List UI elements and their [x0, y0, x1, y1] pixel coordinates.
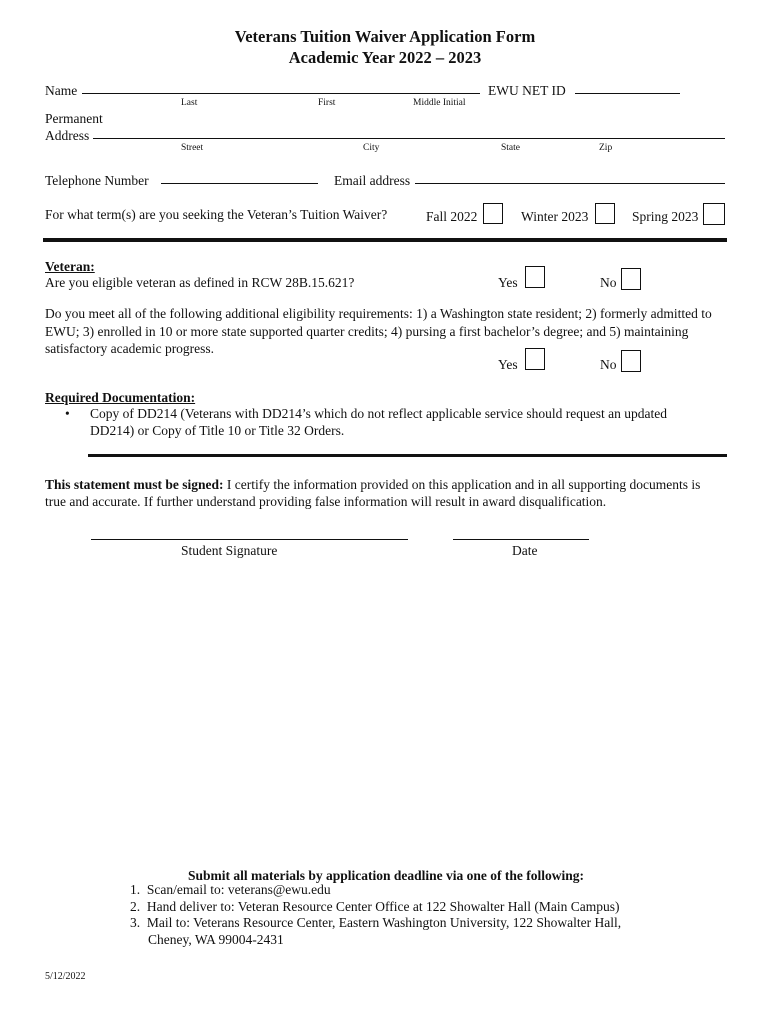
documentation-heading: Required Documentation:	[45, 390, 196, 405]
q1-yes-checkbox[interactable]	[525, 266, 545, 288]
q2-yes-label: Yes	[498, 357, 518, 372]
submission-item-3-cont: Cheney, WA 99004-2431	[148, 932, 284, 947]
section-divider	[43, 238, 727, 242]
submission-item-3: 3. Mail to: Veterans Resource Center, Eastern Washington University, 122 Showalter Hall,	[130, 915, 622, 930]
name-label: Name	[45, 83, 78, 98]
fall-label: Fall 2022	[426, 209, 478, 224]
bullet-dot: •	[65, 406, 70, 421]
submission-item-2: 2. Hand deliver to: Veteran Resource Center Office at 122 Showalter Hall (Main Campus)	[130, 899, 620, 914]
date-label: Date	[512, 543, 538, 558]
statement-line-1	[45, 476, 700, 493]
documentation-divider	[88, 454, 727, 457]
date-line[interactable]	[453, 539, 589, 540]
phone-input[interactable]	[162, 168, 320, 184]
q2-no-checkbox[interactable]	[621, 350, 641, 372]
documentation-bullet-line-2: DD214) or Copy of Title 10 or Title 32 Orders.	[90, 423, 345, 438]
address-input[interactable]	[95, 123, 725, 139]
footer-date: 5/12/2022	[45, 971, 86, 982]
winter-checkbox[interactable]	[595, 203, 615, 224]
signature-line[interactable]	[91, 539, 408, 540]
q1-no-checkbox[interactable]	[621, 268, 641, 290]
address-label-1: Permanent	[45, 111, 103, 126]
sub-state: State	[501, 143, 520, 153]
spring-label: Spring 2023	[632, 209, 699, 224]
fall-checkbox[interactable]	[483, 203, 503, 224]
sub-last: Last	[181, 98, 198, 108]
statement-text-1: I certify the information provided on this application and in all supporting documents is	[223, 477, 701, 492]
submission-item-1: 1. Scan/email to: veterans@ewu.edu	[130, 882, 331, 897]
terms-question: For what term(s) are you seeking the Veteran’s Tuition Waiver?	[45, 207, 388, 222]
q2-yes-checkbox[interactable]	[525, 348, 545, 370]
spring-checkbox[interactable]	[703, 203, 725, 225]
winter-label: Winter 2023	[521, 209, 589, 224]
q1-yes-label: Yes	[498, 275, 518, 290]
address-label-2: Address	[45, 128, 90, 143]
submission-heading: Submit all materials by application deadline via one of the following:	[188, 868, 585, 883]
sub-zip: Zip	[599, 143, 613, 153]
academic-year: Academic Year 2022 – 2023	[288, 48, 482, 67]
netid-label: EWU NET ID	[488, 83, 566, 98]
veteran-heading: Veteran:	[45, 259, 95, 274]
statement-lead: This statement must be signed:	[45, 477, 224, 492]
sub-street: Street	[181, 143, 204, 153]
student-signature-label: Student Signature	[181, 543, 278, 558]
veteran-question-2: Do you meet all of the following additional eligibility requirements: 1) a Washington state resident; 2) formerly admitted to EWU; 3) enrolled in 10 or more state supported quarter credits; 4) pursing a first bachelor’s degree; and 5) maintaining satisfactory academic progress.	[45, 306, 712, 356]
documentation-bullet-line-1: Copy of DD214 (Veterans with DD214’s which do not reflect applicable service should request an updated	[90, 406, 667, 421]
sub-first: First	[318, 98, 336, 108]
email-label: Email address	[334, 173, 411, 188]
sub-middle-initial: Middle Initial	[413, 98, 466, 108]
q1-no-label: No	[600, 275, 617, 290]
email-input[interactable]	[416, 168, 726, 184]
statement-line-2: true and accurate. If further understand providing false information will result in award disqualification.	[45, 494, 607, 509]
sub-city: City	[363, 143, 380, 153]
form-title: Veterans Tuition Waiver Application Form	[234, 27, 536, 46]
phone-label: Telephone Number	[45, 173, 149, 188]
veteran-question-1: Are you eligible veteran as defined in RCW 28B.15.621?	[45, 275, 355, 290]
netid-input[interactable]	[576, 78, 682, 94]
name-input[interactable]	[84, 78, 480, 94]
q2-no-label: No	[600, 357, 617, 372]
